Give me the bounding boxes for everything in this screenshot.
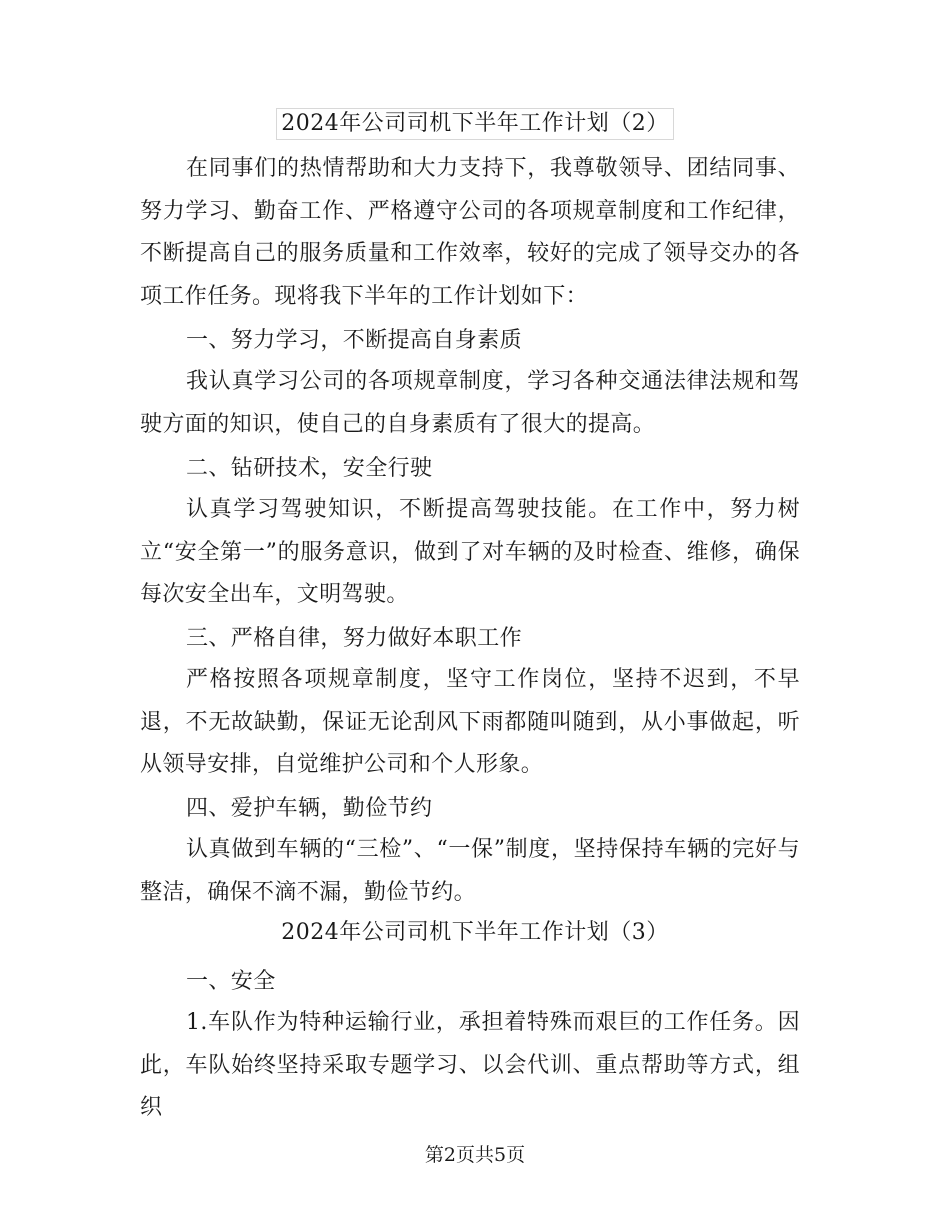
section-heading: 一、努力学习，不断提高自身素质 [186, 328, 523, 353]
section-title [0, 918, 950, 948]
section-title-text: 2024年公司司机下半年工作计划（2） [276, 108, 674, 140]
section-heading: 三、严格自律，努力做好本职工作 [186, 626, 523, 651]
body-paragraph: 严格按照各项规章制度，坚守工作岗位，坚持不迟到，不早退，不无故缺勤，保证无论刮风下雨都随叫随到，从小事做起，听从领导安排，自觉维护公司和个人形象。 [140, 667, 800, 777]
section-title-text: 2024年公司司机下半年工作计划（3） [281, 920, 669, 945]
section-heading: 四、爱护车辆，勤俭节约 [186, 796, 433, 821]
body-paragraph: 我认真学习公司的各项规章制度，学习各种交通法律法规和驾驶方面的知识，使自己的自身素质有了很大的提高。 [140, 369, 800, 437]
section-heading: 二、钻研技术，安全行驶 [186, 456, 433, 481]
body-paragraph: 1.车队作为特种运输行业，承担着特殊而艰巨的工作任务。因此，车队始终坚持采取专题学习、以会代训、重点帮助等方式，组织 [140, 1010, 800, 1120]
intro-paragraph: 在同事们的热情帮助和大力支持下，我尊敬领导、团结同事、努力学习、勤奋工作、严格遵守公司的各项规章制度和工作纪律，不断提高自己的服务质量和工作效率，较好的完成了领导交办的各项工作任务。现将我下半年的工作计划如下： [140, 156, 800, 309]
body-paragraph: 认真学习驾驶知识，不断提高驾驶技能。在工作中，努力树立“安全第一”的服务意识，做到了对车辆的及时检查、维修，确保每次安全出车，文明驾驶。 [140, 497, 800, 607]
section-heading: 一、安全 [186, 969, 276, 994]
body-paragraph: 认真做到车辆的“三检”、“一保”制度，坚持保持车辆的完好与整洁，确保不滴不漏，勤俭节约。 [140, 837, 800, 905]
page-number-footer: 第2页共5页 [424, 1144, 526, 1166]
section-title [0, 108, 950, 140]
